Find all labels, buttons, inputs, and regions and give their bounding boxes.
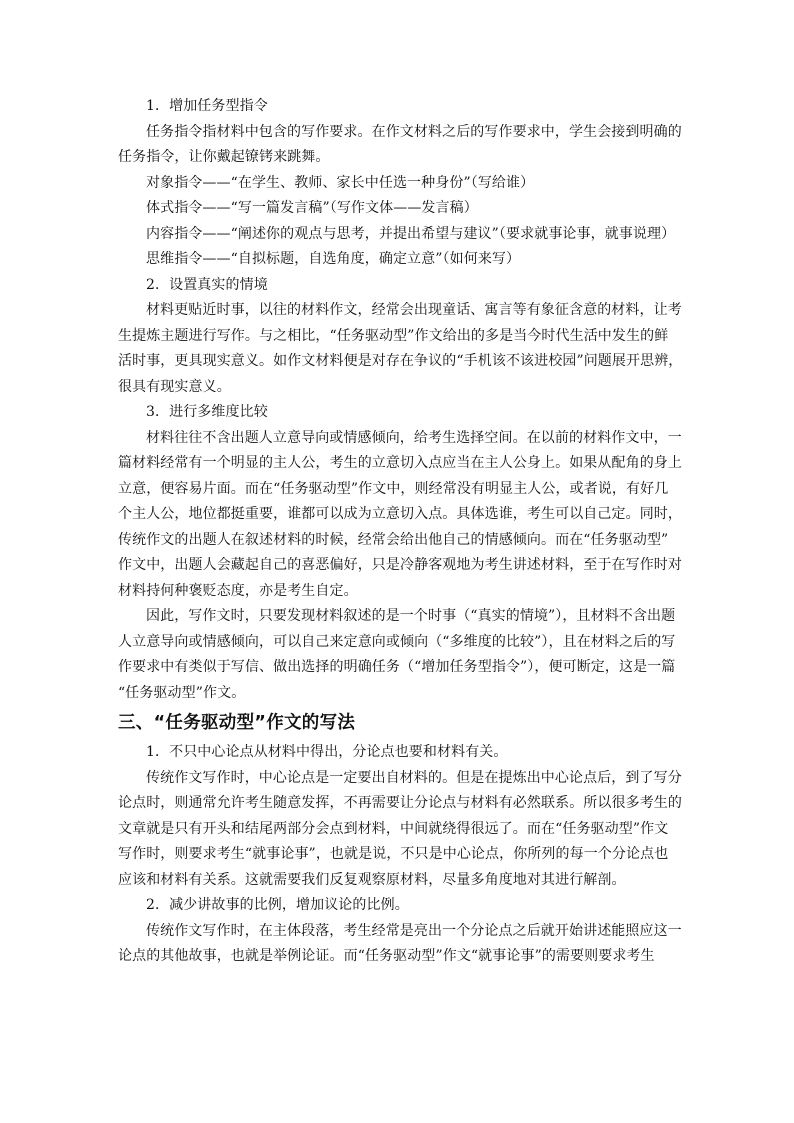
text-line: 材料往往不含出题人立意导向或情感倾向，给考生选择空间。在以前的材料作文中，一: [146, 429, 682, 446]
text-line: 作文中，出题人会藏起自己的喜恶偏好，只是冷静客观地为考生讲述材料，至于在写作时对: [118, 557, 682, 573]
text-line: 3．进行多维度比较: [146, 404, 268, 420]
text-line: 体式指令——“写一篇发言稿”（写作文体——发言稿）: [146, 200, 478, 216]
text-line: 作要求中有类似于写信、做出选择的明确任务（“增加任务型指令”），便可断定，这是一篇: [118, 659, 676, 675]
text-line: 思维指令——“自拟标题，自选角度，确定立意”（如何来写）: [146, 251, 521, 267]
text-line: “任务驱动型”作文。: [118, 684, 246, 701]
text-line: 对象指令——“在学生、教师、家长中任选一种身份”（写给谁）: [146, 174, 535, 191]
text-line: 篇材料经常有一个明显的主人公，考生的立意切入点应当在主人公身上。如果从配角的身上: [118, 455, 682, 471]
text-line: 材料持何种褒贬态度，亦是考生自定。: [118, 582, 358, 599]
text-line: 任务指令，让你戴起镣铐来跳舞。: [118, 149, 330, 165]
text-line: 个主人公，地位都挺重要，谁都可以成为立意切入点。具体选谁，考生可以自己定。同时，: [118, 506, 682, 522]
text-line: 1．不只中心论点从材料中得出，分论点也要和材料有关。: [146, 744, 508, 760]
text-line: 人立意导向或情感倾向，可以自己来定意向或倾向（“多维度的比较”），且在材料之后的写: [118, 633, 676, 650]
text-line: 因此，写作文时，只要发现材料叙述的是一个时事（“真实的情境”），且材料不含出题: [146, 608, 676, 624]
text-line: 论点的其他故事，也就是举例论证。而“任务驱动型”作文“就事论事”的需要则要求考生: [118, 948, 655, 964]
text-line: 1．增加任务型指令: [146, 98, 268, 114]
text-line: 2．设置真实的情境: [146, 276, 268, 293]
text-line: 应该和材料有关系。这就需要我们反复观察原材料，尽量多角度地对其进行解剖。: [118, 871, 626, 888]
text-line: 论点时，则通常允许考生随意发挥，不再需要让分论点与材料有必然联系。所以很多考生的: [118, 795, 682, 811]
text-line: 传统作文写作时，在主体段落，考生经常是亮出一个分论点之后就开始讲述能照应这一: [146, 922, 682, 939]
text-line: 任务指令指材料中包含的写作要求。在作文材料之后的写作要求中，学生会接到明确的: [146, 123, 682, 140]
text-line: 很具有现实意义。: [118, 378, 231, 395]
text-line: 写作时，则要求考生“就事论事”，也就是说，不只是中心论点，你所列的每一个分论点也: [118, 846, 669, 862]
section-three-heading: 三、“任务驱动型”作文的写法: [118, 713, 356, 733]
section-two-body: [118, 94, 686, 706]
text-line: 内容指令——“阐述你的观点与思考，并提出希望与建议”（要求就事论事，就事说理）: [146, 225, 676, 242]
text-line: 传统作文的出题人在叙述材料的时候，经常会给出他自己的情感倾向。而在“任务驱动型”: [118, 531, 669, 548]
text-line: 立意，便容易片面。而在“任务驱动型”作文中，则经常没有明显主人公，或者说，有好几: [118, 480, 669, 497]
text-line: 活时事，更具现实意义。如作文材料便是对存在争议的“手机该不该进校园”问题展开思辨，: [118, 353, 683, 369]
text-line: 生提炼主题进行写作。与之相比，“任务驱动型”作文给出的多是当今时代生活中发生的鲜: [118, 327, 669, 344]
text-line: 传统作文写作时，中心论点是一定要出自材料的。但是在提炼出中心论点后，到了写分: [146, 769, 682, 786]
text-line: 2．减少讲故事的比例，增加议论的比例。: [146, 897, 409, 913]
text-line: 文章就是只有开头和结尾两部分会点到材料，中间就绕得很远了。而在“任务驱动型”作文: [118, 820, 669, 837]
section-three-body: [118, 740, 686, 970]
document-content: [118, 94, 686, 970]
text-line: 材料更贴近时事，以往的材料作文，经常会出现童话、寓言等有象征含意的材料，让考: [146, 302, 682, 318]
